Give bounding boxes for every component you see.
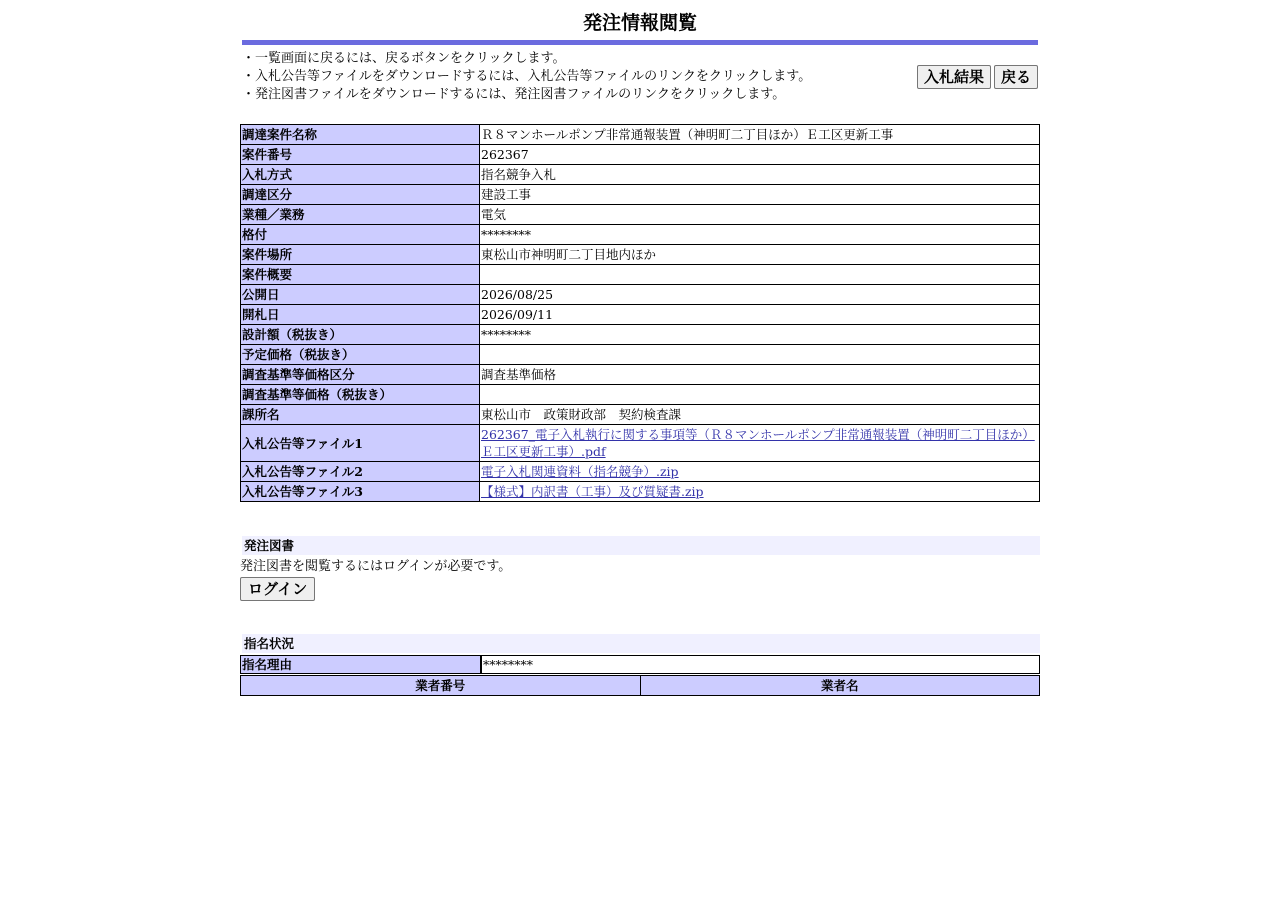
row-label: 調達区分 <box>241 185 480 205</box>
bid-notice-file-2-link[interactable]: 電子入札関連資料（指名競争）.zip <box>481 464 679 479</box>
row-value: 指名競争入札 <box>480 165 1040 185</box>
row-label: 案件概要 <box>241 265 480 285</box>
row-value: Ｒ８マンホールポンプ非常通報装置（神明町二丁目ほか）Ｅ工区更新工事 <box>480 125 1040 145</box>
table-header-row <box>241 676 1040 696</box>
table-row <box>241 345 1040 365</box>
column-header-vendor-number: 業者番号 <box>241 676 641 696</box>
row-value <box>480 482 1040 502</box>
row-value: 調査基準価格 <box>480 365 1040 385</box>
table-row <box>241 482 1040 502</box>
instructions-area <box>242 50 1038 116</box>
instruction-line: ・発注図書ファイルをダウンロードするには、発注図書ファイルのリンクをクリックします。 <box>242 87 786 102</box>
vendor-table <box>240 675 1040 696</box>
nomination-reason-value: ******** <box>481 655 1040 674</box>
page-title: 発注情報閲覧 <box>582 12 697 34</box>
row-label: 公開日 <box>241 285 480 305</box>
table-row <box>241 185 1040 205</box>
row-value <box>480 385 1040 405</box>
order-info-table <box>240 124 1040 502</box>
row-value: 東松山市神明町二丁目地内ほか <box>480 245 1040 265</box>
row-value <box>480 345 1040 365</box>
instruction-line: ・入札公告等ファイルをダウンロードするには、入札公告等ファイルのリンクをクリックします。 <box>242 69 812 84</box>
title-divider <box>242 40 1038 45</box>
nomination-reason-label: 指名理由 <box>240 655 481 674</box>
table-row <box>241 405 1040 425</box>
row-label: 調達案件名称 <box>241 125 480 145</box>
table-row <box>240 655 1040 674</box>
login-button[interactable]: ログイン <box>240 577 315 601</box>
table-row <box>241 385 1040 405</box>
table-row <box>241 265 1040 285</box>
row-label: 予定価格（税抜き） <box>241 345 480 365</box>
row-label: 格付 <box>241 225 480 245</box>
table-row <box>241 145 1040 165</box>
row-label: 調査基準等価格区分 <box>241 365 480 385</box>
drawings-section-header: 発注図書 <box>242 536 1040 555</box>
row-value: ******** <box>480 325 1040 345</box>
row-value: 2026/08/25 <box>480 285 1040 305</box>
row-value: 電気 <box>480 205 1040 225</box>
row-label: 入札方式 <box>241 165 480 185</box>
table-row <box>241 305 1040 325</box>
column-header-vendor-name: 業者名 <box>640 676 1040 696</box>
table-row <box>241 205 1040 225</box>
page <box>240 0 1040 696</box>
row-label: 調査基準等価格（税抜き） <box>241 385 480 405</box>
table-row <box>241 462 1040 482</box>
instructions-list <box>242 50 811 104</box>
table-row <box>241 245 1040 265</box>
row-value <box>480 265 1040 285</box>
bid-notice-file-3-link[interactable]: 【様式】内訳書（工事）及び質疑書.zip <box>481 484 704 499</box>
table-row <box>241 365 1040 385</box>
row-label: 案件番号 <box>241 145 480 165</box>
login-required-note: 発注図書を閲覧するにはログインが必要です。 <box>240 559 512 574</box>
row-value: 262367 <box>480 145 1040 165</box>
nomination-section-header: 指名状況 <box>242 634 1040 653</box>
row-label: 開札日 <box>241 305 480 325</box>
row-value: 東松山市 政策財政部 契約検査課 <box>480 405 1040 425</box>
row-label: 入札公告等ファイル2 <box>241 462 480 482</box>
row-value <box>480 425 1040 462</box>
bid-result-button[interactable]: 入札結果 <box>917 65 991 89</box>
row-label: 入札公告等ファイル3 <box>241 482 480 502</box>
row-label: 業種／業務 <box>241 205 480 225</box>
row-label: 案件場所 <box>241 245 480 265</box>
back-button[interactable]: 戻る <box>994 65 1038 89</box>
instruction-line: ・一覧画面に戻るには、戻るボタンをクリックします。 <box>242 51 566 66</box>
row-value <box>480 462 1040 482</box>
bid-notice-file-1-link[interactable]: 262367_電子入札執行に関する事項等（Ｒ８マンホールポンプ非常通報装置（神明町二丁目ほか）Ｅ工区更新工事）.pdf <box>481 427 1035 459</box>
row-value: 2026/09/11 <box>480 305 1040 325</box>
table-row <box>241 225 1040 245</box>
row-label: 入札公告等ファイル1 <box>241 425 480 462</box>
row-value: ******** <box>480 225 1040 245</box>
row-label: 設計額（税抜き） <box>241 325 480 345</box>
nomination-reason-table <box>240 655 1040 674</box>
table-row <box>241 165 1040 185</box>
top-button-group <box>917 65 1038 89</box>
table-row <box>241 425 1040 462</box>
table-row <box>241 285 1040 305</box>
row-value: 建設工事 <box>480 185 1040 205</box>
table-row <box>241 125 1040 145</box>
row-label: 課所名 <box>241 405 480 425</box>
table-row <box>241 325 1040 345</box>
